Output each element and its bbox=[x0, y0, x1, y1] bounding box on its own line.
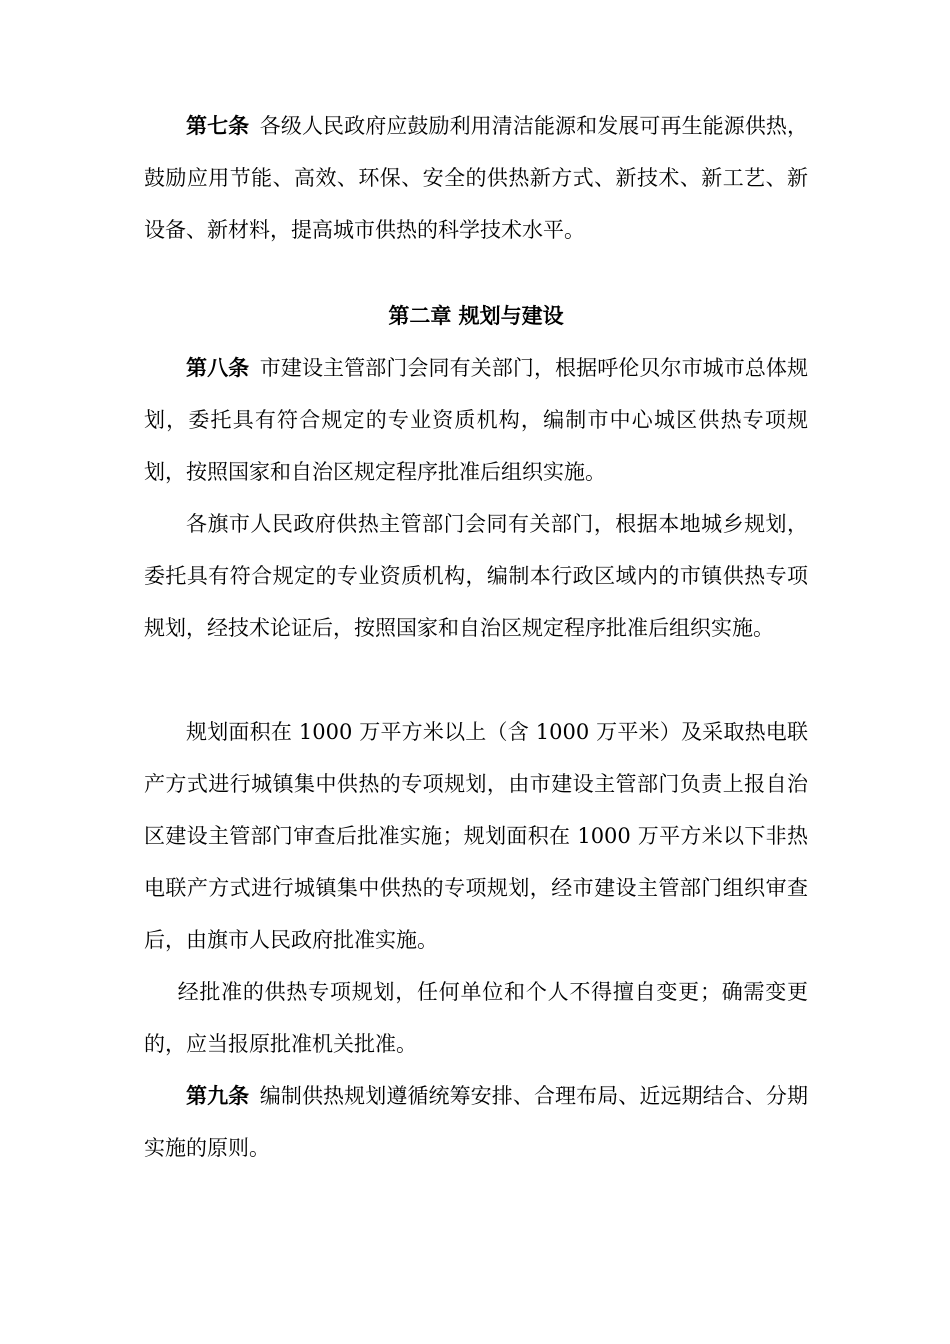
article-8-paragraph-2: 各旗市人民政府供热主管部门会同有关部门，根据本地城乡规划，委托具有符合规定的专业资质机构，编制本行政区域内的市镇供热专项规划，经技术论证后，按照国家和自治区规定程序批准后组织实施。 bbox=[144, 512, 808, 640]
article-8-paragraph-3: 规划面积在 1000 万平方米以上（含 1000 万平米）及采取热电联产方式进行城镇集中供热的专项规划，由市建设主管部门负责上报自治区建设主管部门审查后批准实施；规划面积在 1000 万平方米以下非热电联产方式进行城镇集中供热的专项规划，经市建设主管部门组织审查后，由旗市人民政府批准实施。 bbox=[144, 720, 808, 952]
article-9-text: 编制供热规划遵循统筹安排、合理布局、近远期结合、分期实施的原则。 bbox=[144, 1084, 809, 1160]
chapter-2-heading: 第二章 规划与建设 bbox=[388, 304, 564, 328]
article-8-text: 市建设主管部门会同有关部门，根据呼伦贝尔市城市总体规划，委托具有符合规定的专业资质机构，编制市中心城区供热专项规划，按照国家和自治区规定程序批准后组织实施。 bbox=[144, 356, 809, 484]
article-7-label: 第七条 bbox=[186, 114, 250, 138]
article-8-paragraph bbox=[144, 342, 808, 498]
article-7-paragraph bbox=[144, 100, 808, 256]
article-8-paragraph-4: 经批准的供热专项规划，任何单位和个人不得擅自变更；确需变更的，应当报原批准机关批准。 bbox=[144, 980, 808, 1056]
article-9-paragraph bbox=[144, 1070, 808, 1174]
article-8-label: 第八条 bbox=[186, 356, 250, 380]
article-7-text: 各级人民政府应鼓励利用清洁能源和发展可再生能源供热，鼓励应用节能、高效、环保、安全的供热新方式、新技术、新工艺、新设备、新材料，提高城市供热的科学技术水平。 bbox=[144, 114, 809, 242]
article-9-label: 第九条 bbox=[186, 1084, 250, 1108]
